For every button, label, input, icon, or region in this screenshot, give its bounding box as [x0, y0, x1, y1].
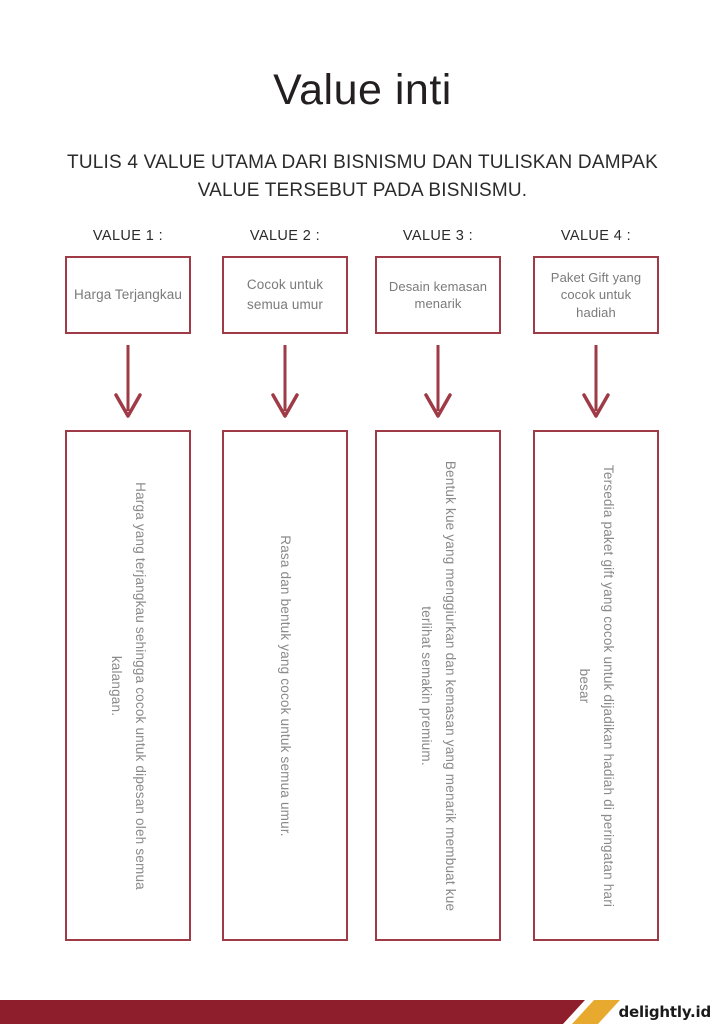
description-rotor-1 — [65, 451, 191, 921]
description-box-3[interactable] — [375, 430, 501, 941]
value-box-text-3: Desain kemasan menarik — [388, 278, 488, 311]
page-subtitle: TULIS 4 VALUE UTAMA DARI BISNISMU DAN TULISKAN DAMPAK VALUE TERSEBUT PADA BISNISMU. — [67, 152, 658, 201]
value-box-text-2: Cocok untuk semua umur — [246, 276, 324, 312]
value-column-4 — [533, 228, 659, 941]
value-box-text-1: Harga Terjangkau — [74, 286, 182, 302]
footer — [0, 1000, 725, 1024]
description-rotor-4 — [533, 451, 659, 921]
description-text-3: Bentuk kue yang menggiurkan dan kemasan yang menarik membuat kue terlihat semakin premium. — [419, 460, 458, 911]
value-label-1: VALUE 1 : — [92, 228, 164, 244]
value-label-3: VALUE 3 : — [402, 228, 474, 244]
footer-red-bar — [0, 1000, 585, 1024]
arrow-down-icon-1 — [65, 334, 191, 430]
value-box-3[interactable] — [375, 256, 501, 334]
value-box-text-4: Paket Gift yang cocok untuk hadiah — [550, 270, 642, 320]
arrow-down-icon-3 — [375, 334, 501, 430]
description-text-4: Tersedia paket gift yang cocok untuk dijadikan hadiah di peringatan hari besar — [577, 464, 616, 907]
value-box-4[interactable] — [533, 256, 659, 334]
description-rotor-2 — [222, 451, 348, 921]
value-label-4: VALUE 4 : — [560, 228, 632, 244]
value-box-1[interactable] — [65, 256, 191, 334]
page-title: Value inti — [273, 65, 452, 114]
description-text-2: Rasa dan bentuk yang cocok untuk semua umur. — [277, 534, 293, 837]
description-rotor-3 — [375, 451, 501, 921]
arrow-down-icon-2 — [222, 334, 348, 430]
description-box-4[interactable] — [533, 430, 659, 941]
value-label-2: VALUE 2 : — [249, 228, 321, 244]
value-box-2[interactable] — [222, 256, 348, 334]
value-column-2 — [222, 228, 348, 941]
value-column-3 — [375, 228, 501, 941]
brand-label: delightly.id — [618, 1003, 711, 1021]
description-box-2[interactable] — [222, 430, 348, 941]
arrow-down-icon-4 — [533, 334, 659, 430]
description-box-1[interactable] — [65, 430, 191, 941]
value-column-1 — [65, 228, 191, 941]
description-text-1: Harga yang terjangkau sehingga cocok untuk dipesan oleh semua kalangan. — [109, 481, 148, 890]
